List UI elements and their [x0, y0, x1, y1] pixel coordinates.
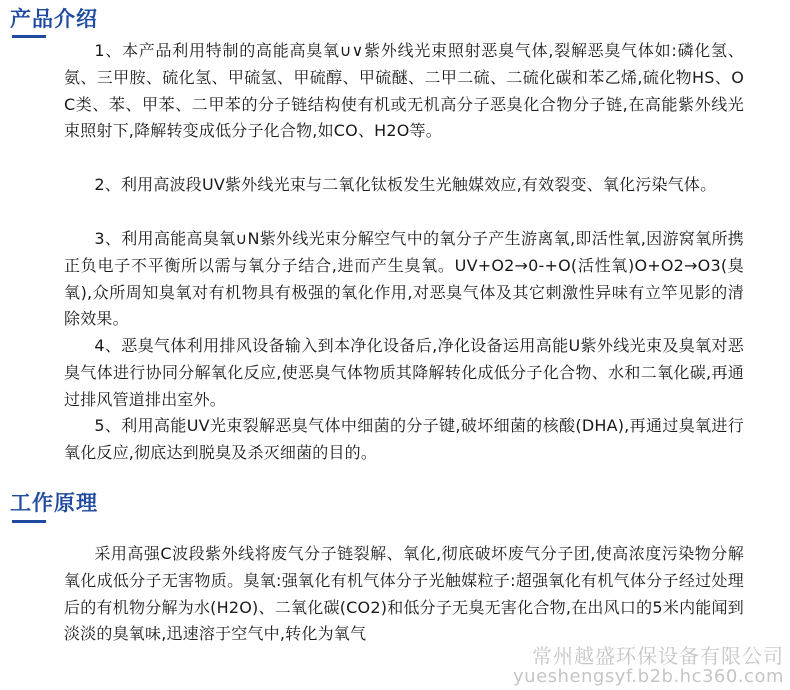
principle-paragraph: 采用高强C波段紫外线将废气分子链裂解、氧化,彻底破坏废气分子团,使高浓度污染物分解氧化成低分子无害物质。臭氧:强氧化有机气体分子光触媒粒子:超强氧化有机气体分子经过处理后的有机物分解为水(H2O)、二氧化碳(CO2)和低分子无臭无害化合物,在出风口的5米内能闻到淡淡的臭氧味,迅速溶于空气中,转化为氧气	[64, 544, 744, 644]
intro-paragraph-4: 4、恶臭气体利用排风设备输入到本净化设备后,净化设备运用高能U紫外线光束及臭氧对恶臭气体进行协同分解氧化反应,使恶臭气体物质其降解转化成低分子化合物、水和二氧化碳,再通过排风管道排出室外。	[64, 336, 744, 409]
section-title-working-principle: 工作原理	[10, 491, 98, 515]
section-title-product-intro: 产品介绍	[10, 7, 98, 31]
watermark-company: 常州越盛环保设备有限公司	[532, 644, 784, 668]
section-title-underline	[12, 35, 46, 38]
intro-paragraph-3: 3、利用高能高臭氧∪N紫外线光束分解空气中的氧分子产生游离氧,即活性氧,因游窝氧所携正负电子不平衡所以需与氧分子结合,进而产生臭氧。UV+O2→0-+O(活性氧)O+O2→O3(臭氧),众所周知臭氧对有机物具有极强的氧化作用,对恶臭气体及其它刺激性异味有立竿见影的清除效果。	[64, 229, 744, 329]
watermark-url: yueshengsyf.b2b.hc360.com	[513, 666, 784, 687]
intro-paragraph-1: 1、本产品利用特制的高能高臭氧∪∨紫外线光束照射恶臭气体,裂解恶臭气体如:磷化氢、氨、三甲胺、硫化氢、甲硫氢、甲硫醇、甲硫醚、二甲二硫、二硫化碳和苯乙烯,硫化物HS、OC类、苯、甲苯、二甲苯的分子链结构使有机或无机高分子恶臭化合物分子链,在高能紫外线光束照射下,降解转变成低分子化合物,如CO、H2O等。	[64, 41, 744, 141]
intro-paragraph-5: 5、利用高能UV光束裂解恶臭气体中细菌的分子键,破坏细菌的核酸(DHA),再通过臭氧进行氧化反应,彻底达到脱臭及杀灭细菌的目的。	[64, 416, 744, 462]
section-title-underline	[12, 520, 46, 523]
intro-paragraph-2: 2、利用高波段UV紫外线光束与二氧化钛板发生光触媒效应,有效裂变、氧化污染气体。	[94, 175, 717, 194]
